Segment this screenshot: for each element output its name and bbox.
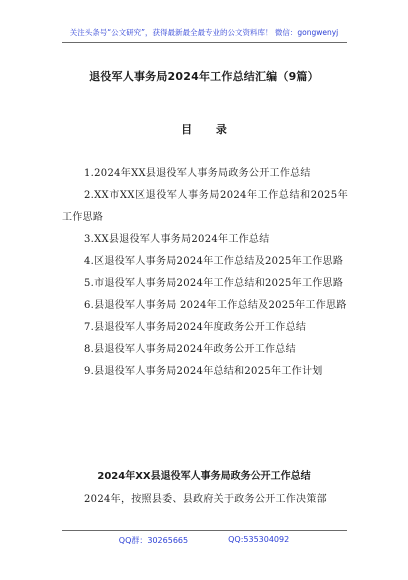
toc-item-7[interactable]: 7.县退役军人事务局2024年度政务公开工作总结	[84, 322, 307, 333]
toc-item-3[interactable]: 3.XX县退役军人事务局2024年工作总结	[84, 234, 270, 245]
document-title: 退役军人事务局2024年工作总结汇编（9篇）	[89, 70, 319, 83]
toc-item-8[interactable]: 8.县退役军人事务局2024年政务公开工作总结	[84, 344, 296, 355]
toc-item-9[interactable]: 9.县退役军人事务局2024年总结和2025年工作计划	[84, 366, 323, 377]
header-promo-note: 关注头条号“公文研究”，获得最新最全最专业的公文资料库！ 微信：gongwenyj	[69, 28, 339, 37]
footer-qq-group: QQ群：30265665	[118, 536, 189, 545]
footer-contact	[0, 535, 408, 546]
header-divider	[62, 42, 347, 43]
section-title: 2024年XX县退役军人事务局政务公开工作总结	[97, 471, 311, 482]
table-of-contents	[62, 163, 348, 383]
toc-item-4[interactable]: 4.区退役军人事务局2024年工作总结及2025年工作思路	[84, 256, 344, 267]
toc-item-1[interactable]: 1.2024年XX县退役军人事务局政务公开工作总结	[84, 168, 311, 179]
toc-heading: 目 录	[181, 123, 237, 136]
footer-qq-number: QQ:535304092	[228, 535, 290, 544]
toc-item-6[interactable]: 6.县退役军人事务局 2024年工作总结及2025年工作思路	[84, 300, 347, 311]
toc-item-2[interactable]: 2.XX市XX区退役军人事务局2024年工作总结和2025年工作思路	[62, 190, 348, 223]
toc-item-5[interactable]: 5.市退役军人事务局2024年工作总结和2025年工作思路	[84, 278, 344, 289]
body-paragraph: 2024年，按照县委、县政府关于政务公开工作决策部	[84, 494, 327, 505]
footer-divider	[62, 530, 347, 531]
